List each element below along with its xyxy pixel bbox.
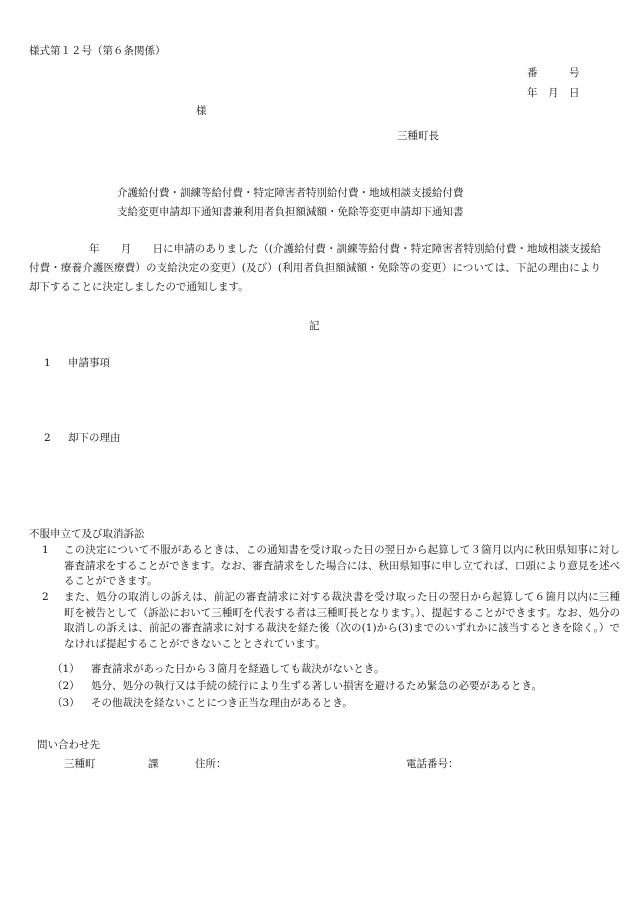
subitem-3-text: その他裁決を経ないことにつき正当な理由があるとき。 [91, 697, 353, 709]
notice-item-2-num: 2 [42, 591, 49, 603]
subitem-1-num: （1） [52, 663, 80, 675]
sender: 三種町長 [397, 130, 439, 142]
subitem-2 [52, 679, 542, 694]
notice-heading: 不服申立て及び取消訴訟 [29, 528, 145, 540]
contact-address-label: 住所： [195, 758, 227, 770]
item-2-label: 却下の理由 [68, 432, 121, 444]
notice-item-1-num: 1 [42, 544, 49, 556]
page-title-line1: 介護給付費・訓練等給付費・特定障害者特別給付費・地域相談支援給付費 [117, 187, 464, 199]
ki-heading: 記 [309, 320, 320, 332]
subitem-1 [52, 662, 385, 677]
addressee-suffix: 様 [196, 105, 207, 117]
item-1 [44, 356, 110, 371]
date-label: 年 月 日 [527, 87, 580, 99]
contact-phone-label: 電話番号： [406, 758, 459, 770]
contact-town: 三種町 [64, 758, 96, 770]
page-title-line2: 支給変更申請却下通知書兼利用者負担額減額・免除等変更申請却下通知書 [117, 206, 464, 218]
notice-item-1-text: この決定について不服があるときは、この通知書を受け取った日の翌日から起算して３箇月以内に秋田県知事に対し審査請求をすることができます。なお、審査請求をした場合には、秋田県知事に申し立てれば、口頭により意見を述べることができます。 [64, 544, 620, 587]
subitem-3 [52, 696, 353, 711]
contact-heading: 問い合わせ先 [37, 739, 100, 751]
subitem-2-num: （2） [52, 680, 80, 692]
subitem-1-text: 審査請求があった日から３箇月を経過しても裁決がないとき。 [91, 663, 385, 675]
form-label: 様式第１２号（第６条関係） [29, 45, 166, 57]
notice-item-2-text: また、処分の取消しの訴えは、前記の審査請求に対する裁決書を受け取った日の翌日から起算して６箇月以内に三種町を被告として（訴訟において三種町を代表する者は三種町長となります。）、提起することができます。なお、処分の取消しの訴えは、前記の審査請求に対する裁決を経た後（次の(1)から(3)までのいずれかに該当するときを除く。）でなければ提起することができないこととされています。 [64, 591, 620, 650]
subitem-2-text: 処分、処分の執行又は手続の続行により生ずる著しい損害を避けるため緊急の必要があるとき。 [91, 680, 543, 692]
item-1-label: 申請事項 [68, 357, 111, 369]
item-1-num: 1 [44, 357, 51, 369]
item-2 [44, 431, 121, 446]
subitem-3-num: （3） [52, 697, 80, 709]
body-paragraph: 年 月 日に申請のありました（(介護給付費・訓練等給付費・特定障害者特別給付費・地域相談支援給付費・療養介護医療費）の支給決定の変更）(及び）(利用者負担額減額・免除等の変更）については、下記の理由により却下することに決定しましたので通知します。 [29, 243, 601, 293]
number-label: 番 号 [527, 67, 580, 79]
item-2-num: 2 [44, 432, 51, 444]
contact-section: 課 [148, 758, 159, 770]
